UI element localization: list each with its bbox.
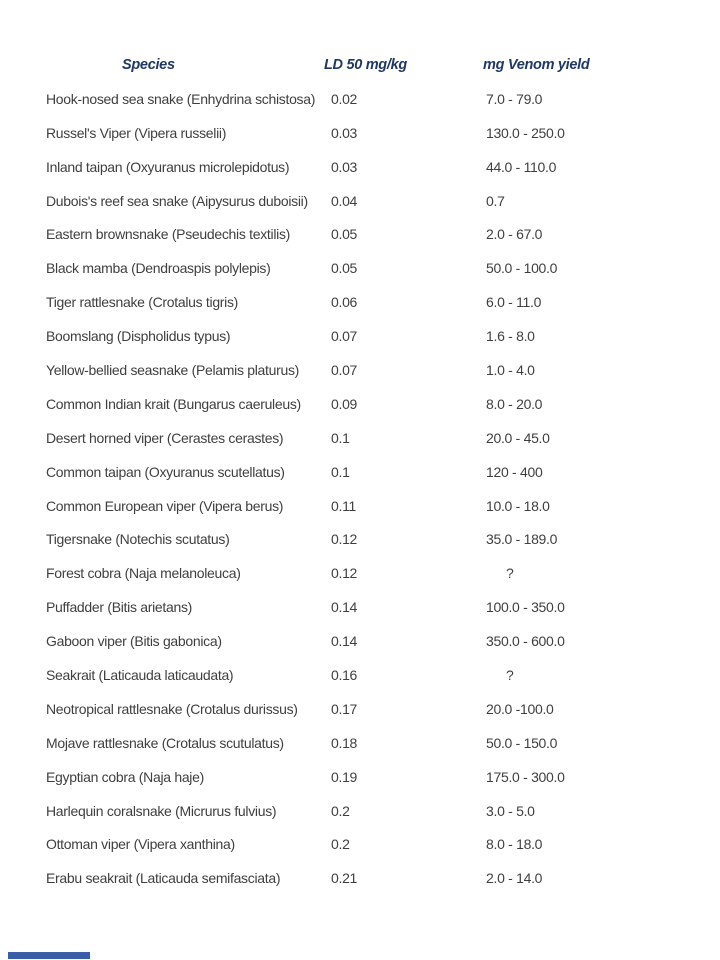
table-row [0,667,720,701]
venom-yield-cell: 50.0 - 150.0 [486,734,558,751]
ld50-cell: 0.2 [331,802,350,819]
venom-yield-cell: 7.0 - 79.0 [486,90,543,107]
table-body [0,91,720,904]
ld50-cell: 0.21 [331,870,358,887]
venom-yield-cell: 1.6 - 8.0 [486,328,535,345]
ld50-cell: 0.12 [331,565,358,582]
ld50-cell: 0.06 [331,294,358,311]
table-row [0,633,720,667]
ld50-cell: 0.2 [331,836,350,853]
ld50-cell: 0.09 [331,395,358,412]
species-cell: Erabu seakrait (Laticauda semifasciata) [46,870,281,887]
species-cell: Puffadder (Bitis arietans) [46,599,193,616]
venom-yield-cell: 20.0 - 45.0 [486,429,550,446]
column-header-ld50: LD 50 mg/kg [324,57,407,73]
table-row [0,565,720,599]
species-cell: Yellow-bellied seasnake (Pelamis platurus) [46,362,300,379]
table-row [0,735,720,769]
species-cell: Black mamba (Dendroaspis polylepis) [46,260,271,277]
species-cell: Common European viper (Vipera berus) [46,497,284,514]
ld50-cell: 0.11 [331,497,357,514]
species-cell: Eastern brownsnake (Pseudechis textilis) [46,226,291,243]
ld50-cell: 0.05 [331,226,358,243]
table-row [0,362,720,396]
species-cell: Desert horned viper (Cerastes cerastes) [46,429,284,446]
species-cell: Common Indian krait (Bungarus caeruleus) [46,395,301,412]
venom-yield-cell: ? [506,565,514,582]
table-row [0,396,720,430]
species-cell: Dubois's reef sea snake (Aipysurus duboisii) [46,192,308,209]
table-row [0,498,720,532]
venom-yield-cell: 8.0 - 20.0 [486,395,543,412]
species-cell: Harlequin coralsnake (Micrurus fulvius) [46,802,277,819]
venom-yield-cell: 44.0 - 110.0 [486,158,557,175]
ld50-cell: 0.12 [331,531,358,548]
species-cell: Common taipan (Oxyuranus scutellatus) [46,463,285,480]
venom-yield-cell: 6.0 - 11.0 [486,294,542,311]
species-cell: Egyptian cobra (Naja haje) [46,768,204,785]
ld50-cell: 0.19 [331,768,358,785]
ld50-cell: 0.03 [331,158,358,175]
venom-yield-cell: 20.0 -100.0 [486,700,554,717]
venom-yield-cell: 2.0 - 67.0 [486,226,543,243]
table-row [0,803,720,837]
ld50-cell: 0.14 [331,599,358,616]
species-cell: Tigersnake (Notechis scutatus) [46,531,230,548]
species-cell: Neotropical rattlesnake (Crotalus durissus) [46,700,298,717]
venom-yield-cell: 2.0 - 14.0 [486,870,543,887]
species-cell: Inland taipan (Oxyuranus microlepidotus) [46,158,290,175]
venom-yield-cell: 10.0 - 18.0 [486,497,550,514]
table-row [0,294,720,328]
ld50-cell: 0.02 [331,90,358,107]
venom-yield-cell: 1.0 - 4.0 [486,362,535,379]
table-row [0,769,720,803]
table-row [0,836,720,870]
table-row [0,430,720,464]
table-row [0,599,720,633]
venom-yield-cell: 8.0 - 18.0 [486,836,543,853]
column-header-species: Species [122,57,175,73]
species-cell: Mojave rattlesnake (Crotalus scutulatus) [46,734,284,751]
ld50-cell: 0.1 [331,463,350,480]
venom-yield-cell: 130.0 - 250.0 [486,124,565,141]
ld50-cell: 0.17 [331,700,358,717]
table-row [0,193,720,227]
venom-yield-cell: 120 - 400 [486,463,543,480]
ld50-cell: 0.03 [331,124,358,141]
venom-yield-cell: 50.0 - 100.0 [486,260,558,277]
venom-yield-cell: 35.0 - 189.0 [486,531,558,548]
species-cell: Seakrait (Laticauda laticaudata) [46,667,234,684]
ld50-cell: 0.07 [331,328,358,345]
species-cell: Ottoman viper (Vipera xanthina) [46,836,235,853]
venom-yield-cell: 3.0 - 5.0 [486,802,535,819]
species-cell: Boomslang (Dispholidus typus) [46,328,231,345]
species-cell: Hook-nosed sea snake (Enhydrina schistosa) [46,90,316,107]
species-cell: Russel's Viper (Vipera russelii) [46,124,227,141]
table-row [0,226,720,260]
venom-yield-cell: 0.7 [486,192,505,209]
table-header-row [0,57,720,91]
venom-yield-cell: 175.0 - 300.0 [486,768,565,785]
table-row [0,531,720,565]
table-row [0,464,720,498]
table-row [0,91,720,125]
venom-yield-cell: 100.0 - 350.0 [486,599,565,616]
venom-yield-cell: 350.0 - 600.0 [486,633,565,650]
ld50-cell: 0.14 [331,633,358,650]
ld50-cell: 0.18 [331,734,358,751]
ld50-cell: 0.1 [331,429,350,446]
table-row [0,125,720,159]
species-cell: Forest cobra (Naja melanoleuca) [46,565,241,582]
column-header-venom-yield: mg Venom yield [483,57,590,73]
table-row [0,701,720,735]
venom-yield-cell: ? [506,667,514,684]
species-cell: Gaboon viper (Bitis gabonica) [46,633,222,650]
table-row [0,328,720,362]
venom-table [0,57,720,904]
ld50-cell: 0.16 [331,667,358,684]
footer-accent-bar [8,952,90,959]
table-row [0,159,720,193]
ld50-cell: 0.05 [331,260,358,277]
species-cell: Tiger rattlesnake (Crotalus tigris) [46,294,239,311]
ld50-cell: 0.04 [331,192,358,209]
table-row [0,870,720,904]
table-row [0,260,720,294]
ld50-cell: 0.07 [331,362,358,379]
